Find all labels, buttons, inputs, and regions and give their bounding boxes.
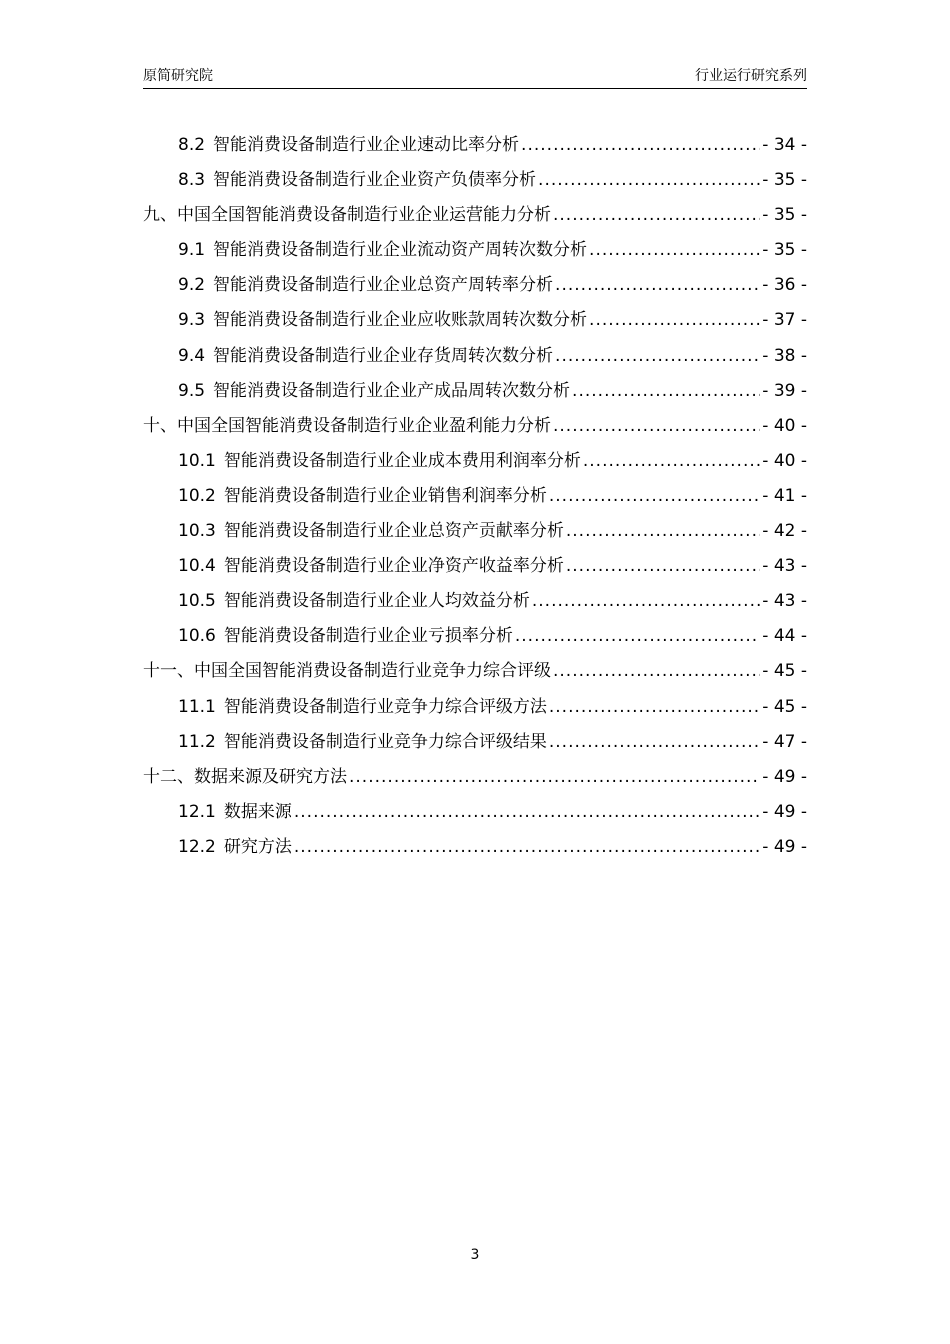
toc-entry-number: 9.1 <box>178 240 206 261</box>
toc-entry-title: 智能消费设备制造行业企业销售利润率分析 <box>223 485 547 506</box>
toc-entry[interactable] <box>143 233 807 268</box>
toc-entry[interactable] <box>143 514 807 549</box>
toc-entry-title: 智能消费设备制造行业企业资产负债率分析 <box>213 170 537 191</box>
toc-entry[interactable] <box>143 619 807 654</box>
toc-entry-page: - 42 - <box>762 521 807 542</box>
toc-dot-leader <box>515 619 760 654</box>
toc-dot-leader <box>532 584 760 619</box>
toc-entry[interactable] <box>143 654 807 689</box>
toc-entry-number: 10.5 <box>178 591 216 612</box>
toc-entry-title: 智能消费设备制造行业企业总资产贡献率分析 <box>223 521 564 542</box>
toc-entry[interactable] <box>143 549 807 584</box>
toc-dot-leader <box>553 409 760 444</box>
toc-dot-leader <box>549 479 760 514</box>
toc-entry-page: - 36 - <box>762 275 807 296</box>
toc-entry-page: - 35 - <box>762 240 807 261</box>
toc-entry-number: 8.2 <box>178 135 206 155</box>
toc-entry-title: 智能消费设备制造行业企业速动比率分析 <box>213 135 520 155</box>
toc-entry-page: - 35 - <box>762 205 807 226</box>
toc-dot-leader <box>349 760 760 795</box>
toc-entry-number: 10.6 <box>178 626 216 647</box>
toc-entry-page: - 45 - <box>762 661 807 682</box>
toc-entry-number: 9.5 <box>178 380 206 401</box>
toc-entry[interactable] <box>143 268 807 303</box>
toc-entry-title: 十二、数据来源及研究方法 <box>143 766 347 787</box>
toc-entry[interactable] <box>143 690 807 725</box>
table-of-contents <box>143 128 807 865</box>
toc-entry-number: 8.3 <box>178 170 206 191</box>
toc-entry-page: - 43 - <box>762 591 807 612</box>
toc-entry-title: 智能消费设备制造行业企业总资产周转率分析 <box>213 275 554 296</box>
toc-entry[interactable] <box>143 830 807 865</box>
toc-entry-number: 12.1 <box>178 801 216 822</box>
page-number: 3 <box>470 1247 480 1263</box>
toc-entry-page: - 40 - <box>762 415 807 436</box>
toc-entry[interactable] <box>143 198 807 233</box>
toc-dot-leader <box>553 654 760 689</box>
toc-entry-page: - 43 - <box>762 556 807 577</box>
toc-entry-title: 研究方法 <box>223 836 292 857</box>
toc-dot-leader <box>589 233 760 268</box>
toc-entry-title: 智能消费设备制造行业企业流动资产周转次数分析 <box>213 240 588 261</box>
toc-entry-title: 智能消费设备制造行业企业应收账款周转次数分析 <box>213 310 588 331</box>
toc-entry-page: - 45 - <box>762 696 807 717</box>
toc-entry-title: 智能消费设备制造行业企业人均效益分析 <box>223 591 530 612</box>
toc-entry-page: - 49 - <box>762 766 807 787</box>
page-header <box>143 66 807 89</box>
toc-dot-leader <box>553 198 760 233</box>
toc-entry[interactable] <box>143 303 807 338</box>
toc-entry[interactable] <box>143 128 807 163</box>
toc-entry-page: - 41 - <box>762 485 807 506</box>
toc-entry[interactable] <box>143 479 807 514</box>
toc-entry-title: 智能消费设备制造行业竞争力综合评级方法 <box>223 696 547 717</box>
toc-entry-page: - 47 - <box>762 731 807 752</box>
toc-entry-title: 智能消费设备制造行业企业存货周转次数分析 <box>213 345 554 366</box>
toc-entry-page: - 44 - <box>762 626 807 647</box>
toc-entry-number: 9.2 <box>178 275 206 296</box>
toc-entry-number: 12.2 <box>178 836 216 857</box>
header-org-name: 原简研究院 <box>143 68 213 84</box>
toc-entry-title: 智能消费设备制造行业企业成本费用利润率分析 <box>223 450 581 471</box>
toc-entry-page: - 38 - <box>762 345 807 366</box>
toc-entry-title: 十一、中国全国智能消费设备制造行业竞争力综合评级 <box>143 661 551 682</box>
toc-entry[interactable] <box>143 725 807 760</box>
toc-dot-leader <box>589 303 760 338</box>
toc-entry-page: - 40 - <box>762 450 807 471</box>
header-series-title: 行业运行研究系列 <box>695 68 807 84</box>
toc-entry-page: - 39 - <box>762 380 807 401</box>
toc-entry-page: - 49 - <box>762 836 807 857</box>
toc-dot-leader <box>521 128 760 163</box>
toc-entry-title: 智能消费设备制造行业竞争力综合评级结果 <box>223 731 547 752</box>
toc-entry[interactable] <box>143 795 807 830</box>
toc-entry[interactable] <box>143 409 807 444</box>
toc-dot-leader <box>566 514 760 549</box>
toc-dot-leader <box>583 444 760 479</box>
toc-dot-leader <box>572 374 760 409</box>
toc-entry-number: 9.3 <box>178 310 206 331</box>
toc-entry-page: - 34 - <box>762 135 807 155</box>
toc-dot-leader <box>549 690 760 725</box>
toc-dot-leader <box>294 795 760 830</box>
toc-entry-number: 9.4 <box>178 345 206 366</box>
toc-entry-title: 九、中国全国智能消费设备制造行业企业运营能力分析 <box>143 205 551 226</box>
toc-entry[interactable] <box>143 374 807 409</box>
toc-entry[interactable] <box>143 760 807 795</box>
toc-dot-leader <box>538 163 760 198</box>
toc-dot-leader <box>555 268 760 303</box>
toc-entry[interactable] <box>143 163 807 198</box>
toc-entry-number: 10.4 <box>178 556 216 577</box>
toc-entry-page: - 49 - <box>762 801 807 822</box>
toc-entry-page: - 37 - <box>762 310 807 331</box>
toc-entry-number: 10.3 <box>178 521 216 542</box>
toc-dot-leader <box>549 725 760 760</box>
toc-entry-title: 智能消费设备制造行业企业产成品周转次数分析 <box>213 380 571 401</box>
toc-dot-leader <box>555 339 760 374</box>
toc-entry-title: 数据来源 <box>223 801 292 822</box>
toc-entry-number: 11.2 <box>178 731 216 752</box>
toc-entry[interactable] <box>143 339 807 374</box>
toc-dot-leader <box>294 830 760 865</box>
toc-entry[interactable] <box>143 444 807 479</box>
toc-entry-number: 10.2 <box>178 485 216 506</box>
toc-entry-title: 智能消费设备制造行业企业亏损率分析 <box>223 626 513 647</box>
toc-entry-page: - 35 - <box>762 170 807 191</box>
toc-entry-title: 十、中国全国智能消费设备制造行业企业盈利能力分析 <box>143 415 551 436</box>
toc-entry[interactable] <box>143 584 807 619</box>
toc-entry-number: 11.1 <box>178 696 216 717</box>
toc-entry-number: 10.1 <box>178 450 216 471</box>
toc-entry-title: 智能消费设备制造行业企业净资产收益率分析 <box>223 556 564 577</box>
toc-dot-leader <box>566 549 760 584</box>
